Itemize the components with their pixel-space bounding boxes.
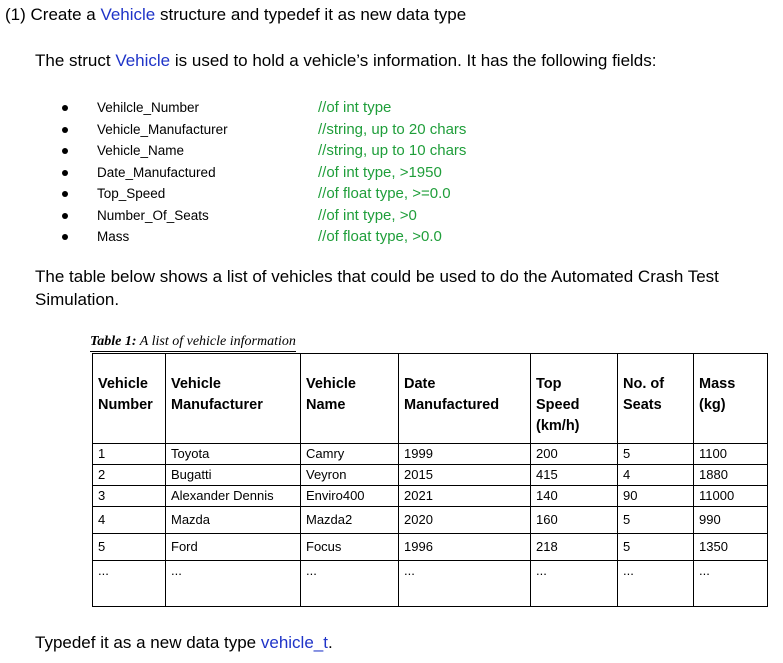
cell-date: 2020 <box>399 507 531 534</box>
cell-date: 2021 <box>399 486 531 507</box>
cell-seats: 5 <box>618 507 694 534</box>
bullet-icon <box>62 170 68 176</box>
table-row <box>93 534 768 561</box>
cell-manufacturer: Mazda <box>166 507 301 534</box>
table-caption <box>90 334 296 352</box>
cell-number: ... <box>93 561 166 607</box>
table-header-row <box>93 354 768 444</box>
field-comment: //of int type <box>318 99 392 116</box>
caption-label: Table 1: <box>90 334 137 349</box>
cell-mass: 1350 <box>694 534 768 561</box>
section-heading <box>5 5 466 25</box>
bullet-icon <box>62 191 68 197</box>
cell-number: 5 <box>93 534 166 561</box>
cell-date: ... <box>399 561 531 607</box>
cell-seats: 5 <box>618 534 694 561</box>
header-vehicle-manufacturer: Vehicle Manufacturer <box>166 354 301 444</box>
typedef-prefix: Typedef it as a new data type <box>35 633 261 652</box>
cell-speed: ... <box>531 561 618 607</box>
field-comment: //of int type, >1950 <box>318 163 442 181</box>
cell-name: ... <box>301 561 399 607</box>
bullet-icon <box>62 234 68 240</box>
typedef-name-keyword: vehicle_t <box>260 633 328 652</box>
header-top-speed: Top Speed (km/h) <box>531 354 618 444</box>
cell-seats: 90 <box>618 486 694 507</box>
table-intro-paragraph: The table below shows a list of vehicles that could be used to do the Automated Crash Test Simulation. <box>35 267 719 309</box>
cell-manufacturer: Bugatti <box>166 465 301 486</box>
field-comment: //string, up to 20 chars <box>318 120 467 138</box>
cell-speed: 160 <box>531 507 618 534</box>
cell-mass: 1100 <box>694 444 768 465</box>
header-vehicle-name: Vehicle Name <box>301 354 399 444</box>
heading-suffix: structure and typedef it as new data type <box>155 5 467 24</box>
cell-name: Enviro400 <box>301 486 399 507</box>
field-comment: //of int type, >0 <box>318 206 417 224</box>
typedef-suffix: . <box>327 633 333 652</box>
cell-name: Camry <box>301 444 399 465</box>
cell-manufacturer: Alexander Dennis <box>166 486 301 507</box>
intro-vehicle-keyword: Vehicle <box>115 51 171 70</box>
cell-number: 1 <box>93 444 166 465</box>
table-row <box>93 507 768 534</box>
typedef-sentence <box>35 633 333 653</box>
cell-mass: 1880 <box>694 465 768 486</box>
field-name: Date_Manufactured <box>97 164 216 180</box>
cell-date: 1999 <box>399 444 531 465</box>
field-comment: //string, up to 10 chars <box>318 142 467 159</box>
cell-seats: ... <box>618 561 694 607</box>
cell-name: Veyron <box>301 465 399 486</box>
cell-mass: 990 <box>694 507 768 534</box>
cell-speed: 218 <box>531 534 618 561</box>
bullet-icon <box>62 148 68 154</box>
table-row <box>93 465 768 486</box>
cell-number: 2 <box>93 465 166 486</box>
header-date-manufactured: Date Manufactured <box>399 354 531 444</box>
vehicle-table <box>92 353 768 607</box>
heading-prefix: (1) Create a <box>5 5 101 24</box>
table-row <box>93 486 768 507</box>
field-name: Number_Of_Seats <box>97 207 209 223</box>
cell-speed: 200 <box>531 444 618 465</box>
cell-seats: 5 <box>618 444 694 465</box>
cell-name: Focus <box>301 534 399 561</box>
bullet-icon <box>62 127 68 133</box>
heading-vehicle-keyword: Vehicle <box>100 5 156 24</box>
header-vehicle-number: Vehicle Number <box>93 354 166 444</box>
intro-suffix: is used to hold a vehicle’s information. It has the following fields: <box>170 51 657 70</box>
caption-text: A list of vehicle information <box>136 334 296 349</box>
field-name: Vehilcle_Number <box>97 100 200 115</box>
intro-prefix: The struct <box>35 51 116 70</box>
cell-number: 4 <box>93 507 166 534</box>
cell-date: 2015 <box>399 465 531 486</box>
field-name: Vehicle_Name <box>97 143 185 158</box>
header-number-of-seats: No. of Seats <box>618 354 694 444</box>
table-row <box>93 561 768 607</box>
field-comment: //of float type, >0.0 <box>318 228 442 245</box>
cell-mass: ... <box>694 561 768 607</box>
cell-speed: 140 <box>531 486 618 507</box>
cell-mass: 11000 <box>694 486 768 507</box>
field-name: Top_Speed <box>97 186 166 201</box>
field-comment: //of float type, >=0.0 <box>318 185 451 202</box>
header-mass: Mass (kg) <box>694 354 768 444</box>
field-name: Vehicle_Manufacturer <box>97 121 228 137</box>
intro-sentence <box>35 51 656 71</box>
cell-number: 3 <box>93 486 166 507</box>
cell-seats: 4 <box>618 465 694 486</box>
table-row <box>93 444 768 465</box>
field-name: Mass <box>97 229 130 244</box>
bullet-icon <box>62 213 68 219</box>
bullet-icon <box>62 105 68 111</box>
cell-name: Mazda2 <box>301 507 399 534</box>
cell-manufacturer: Ford <box>166 534 301 561</box>
cell-speed: 415 <box>531 465 618 486</box>
cell-date: 1996 <box>399 534 531 561</box>
cell-manufacturer: Toyota <box>166 444 301 465</box>
cell-manufacturer: ... <box>166 561 301 607</box>
